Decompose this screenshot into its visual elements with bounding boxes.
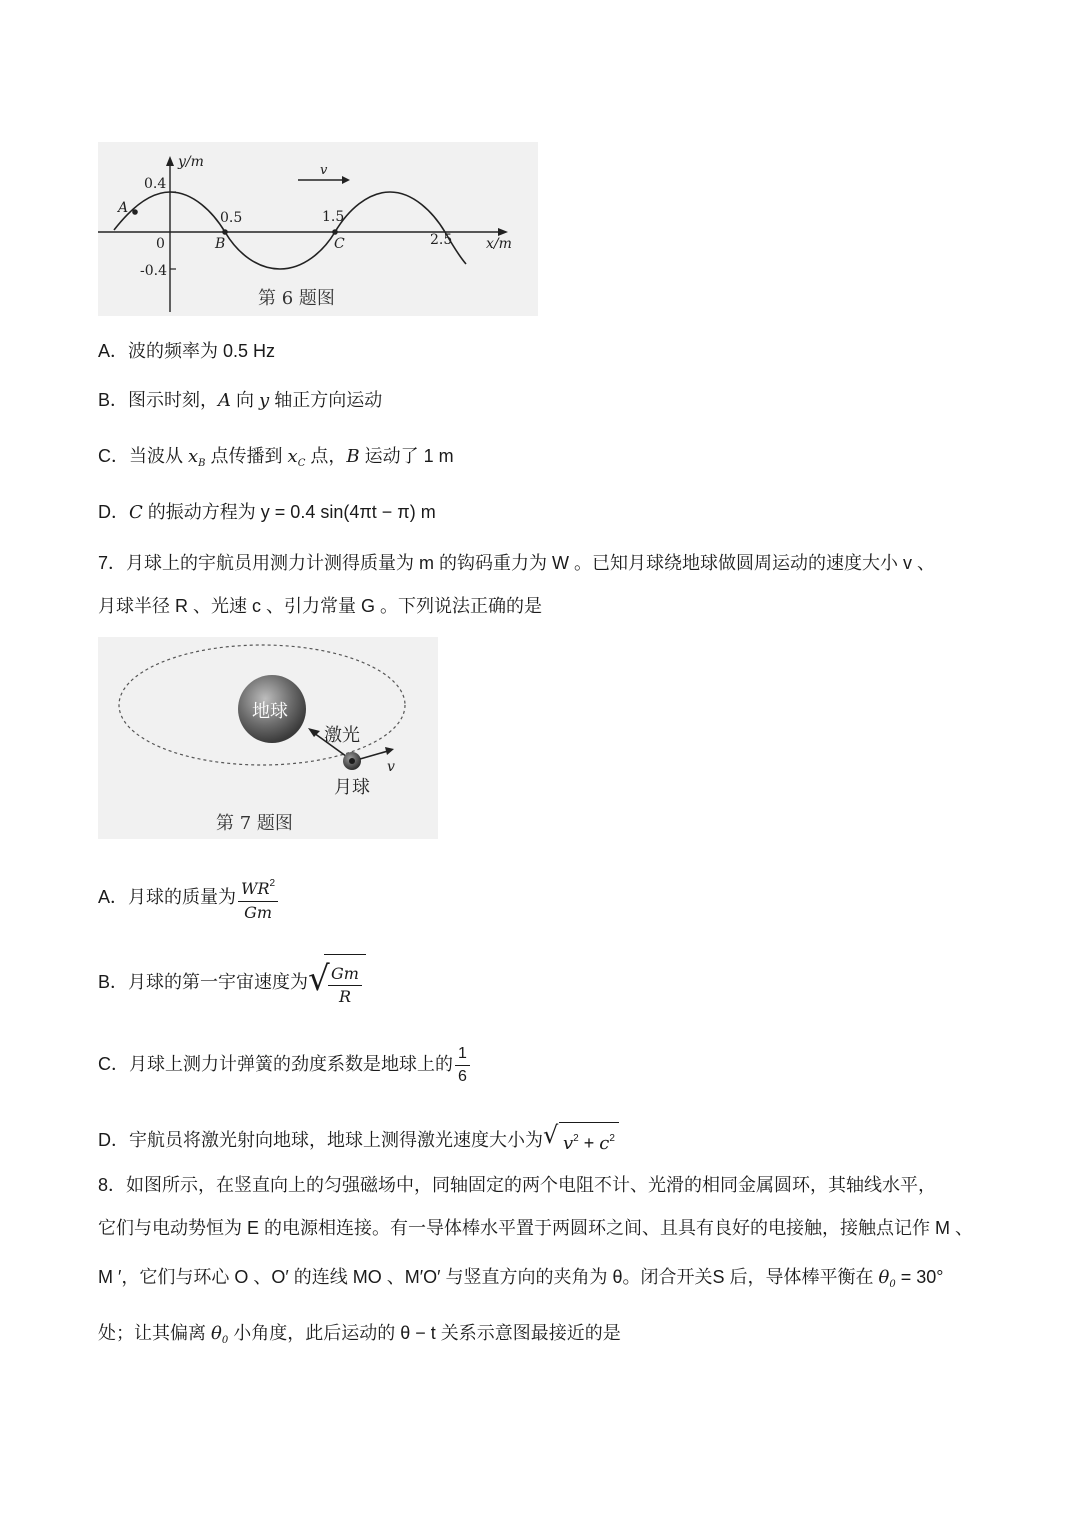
label-velocity: v <box>320 163 328 178</box>
label-x2: 1.5 <box>322 209 345 225</box>
q7-option-b: B．月球的第一宇宙速度为 √ $\frac{Gm}{R}$ <box>98 953 366 1013</box>
label-x3: 2.5 <box>430 232 453 248</box>
orbit-diagram <box>98 637 438 839</box>
figure-6-caption: 第 6 题图 <box>258 288 335 309</box>
q6-option-a: A．波的频率为 0.5 Hz <box>98 341 276 361</box>
q8-line3: M ′，它们与环心 O 、O′ 的连线 MO 、M′O′ 与竖直方向的夹角为 θ。闭合开关S 后，导体棒平衡在 $\theta_0 = 30^\circ$ <box>98 1267 944 1290</box>
sqrt-d: √ $v^2 + c^2$ <box>543 1122 619 1160</box>
figure-7 <box>98 637 438 839</box>
moon-label: 月球 <box>334 777 370 798</box>
q8-line1: 8．如图所示，在竖直向上的匀强磁场中，同轴固定的两个电阻不计、光滑的相同金属圆环，其轴线水平， <box>98 1175 937 1195</box>
x-axis-label: x/m <box>486 236 512 252</box>
moon-velocity-arrowhead <box>385 747 394 755</box>
label-y-max: 0.4 <box>144 176 167 192</box>
label-x1: 0.5 <box>220 210 243 226</box>
q6-option-d: D．C 的振动方程为 y = 0.4 sin(4πt − π) m <box>98 502 436 523</box>
label-point-a: A <box>118 200 129 216</box>
q7-option-c: C．月球上测力计弹簧的劲度系数是地球上的 $\frac{1}{6}$ <box>98 1038 472 1090</box>
wave-curve <box>114 192 466 269</box>
figure-6 <box>98 142 538 316</box>
label-y-min: -0.4 <box>140 263 167 279</box>
moon-core <box>349 758 355 764</box>
moon-velocity-label: v <box>387 759 395 775</box>
y-axis-label: y/m <box>178 154 204 170</box>
label-origin: 0 <box>156 236 165 252</box>
q6-option-c: C．当波从 $x_B$ 点传播到 $x_C$ 点，B 运动了 1 m <box>98 446 454 469</box>
label-point-b: B <box>215 236 226 252</box>
q6-option-b: B．图示时刻，A 向 y 轴正方向运动 <box>98 390 383 411</box>
point-b-dot <box>222 229 228 235</box>
x-axis-arrow <box>498 228 508 236</box>
sqrt-b: √ $\frac{Gm}{R}$ <box>308 954 366 1013</box>
q8-line2: 它们与电动势恒为 E 的电源相连接。有一导体棒水平置于两圆环之间、且具有良好的电接触，接触点记作 M 、 <box>98 1218 973 1238</box>
point-c-dot <box>332 229 338 235</box>
point-a-dot <box>132 209 138 215</box>
moon-velocity-arrow <box>360 751 388 759</box>
velocity-arrowhead <box>342 176 350 184</box>
q7-option-a: A．月球的质量为 $\frac{WR^2}{Gm}$ <box>98 868 280 926</box>
wave-graph <box>98 142 538 316</box>
fraction-a: $\frac{WR^2}{Gm}$ <box>238 873 278 924</box>
y-axis-arrow <box>166 156 174 166</box>
fraction-c: $\frac{1}{6}$ <box>455 1043 470 1088</box>
q7-stem-line1: 7．月球上的宇航员用测力计测得质量为 m 的钩码重力为 W 。已知月球绕地球做圆周运动的速度大小 v 、 <box>98 553 935 573</box>
figure-7-caption: 第 7 题图 <box>216 813 293 834</box>
q7-option-d: D．宇航员将激光射向地球，地球上测得激光速度大小为 √ $v^2 + c^2$ <box>98 1122 619 1160</box>
earth-label: 地球 <box>252 701 288 722</box>
laser-label: 激光 <box>324 725 360 746</box>
q7-stem-line2: 月球半径 R 、光速 c 、引力常量 G 。下列说法正确的是 <box>98 596 543 616</box>
label-point-c: C <box>334 236 345 252</box>
q8-line4: 处；让其偏离 $\theta_0$ 小角度，此后运动的 θ − t 关系示意图最接近的是 <box>98 1323 621 1346</box>
